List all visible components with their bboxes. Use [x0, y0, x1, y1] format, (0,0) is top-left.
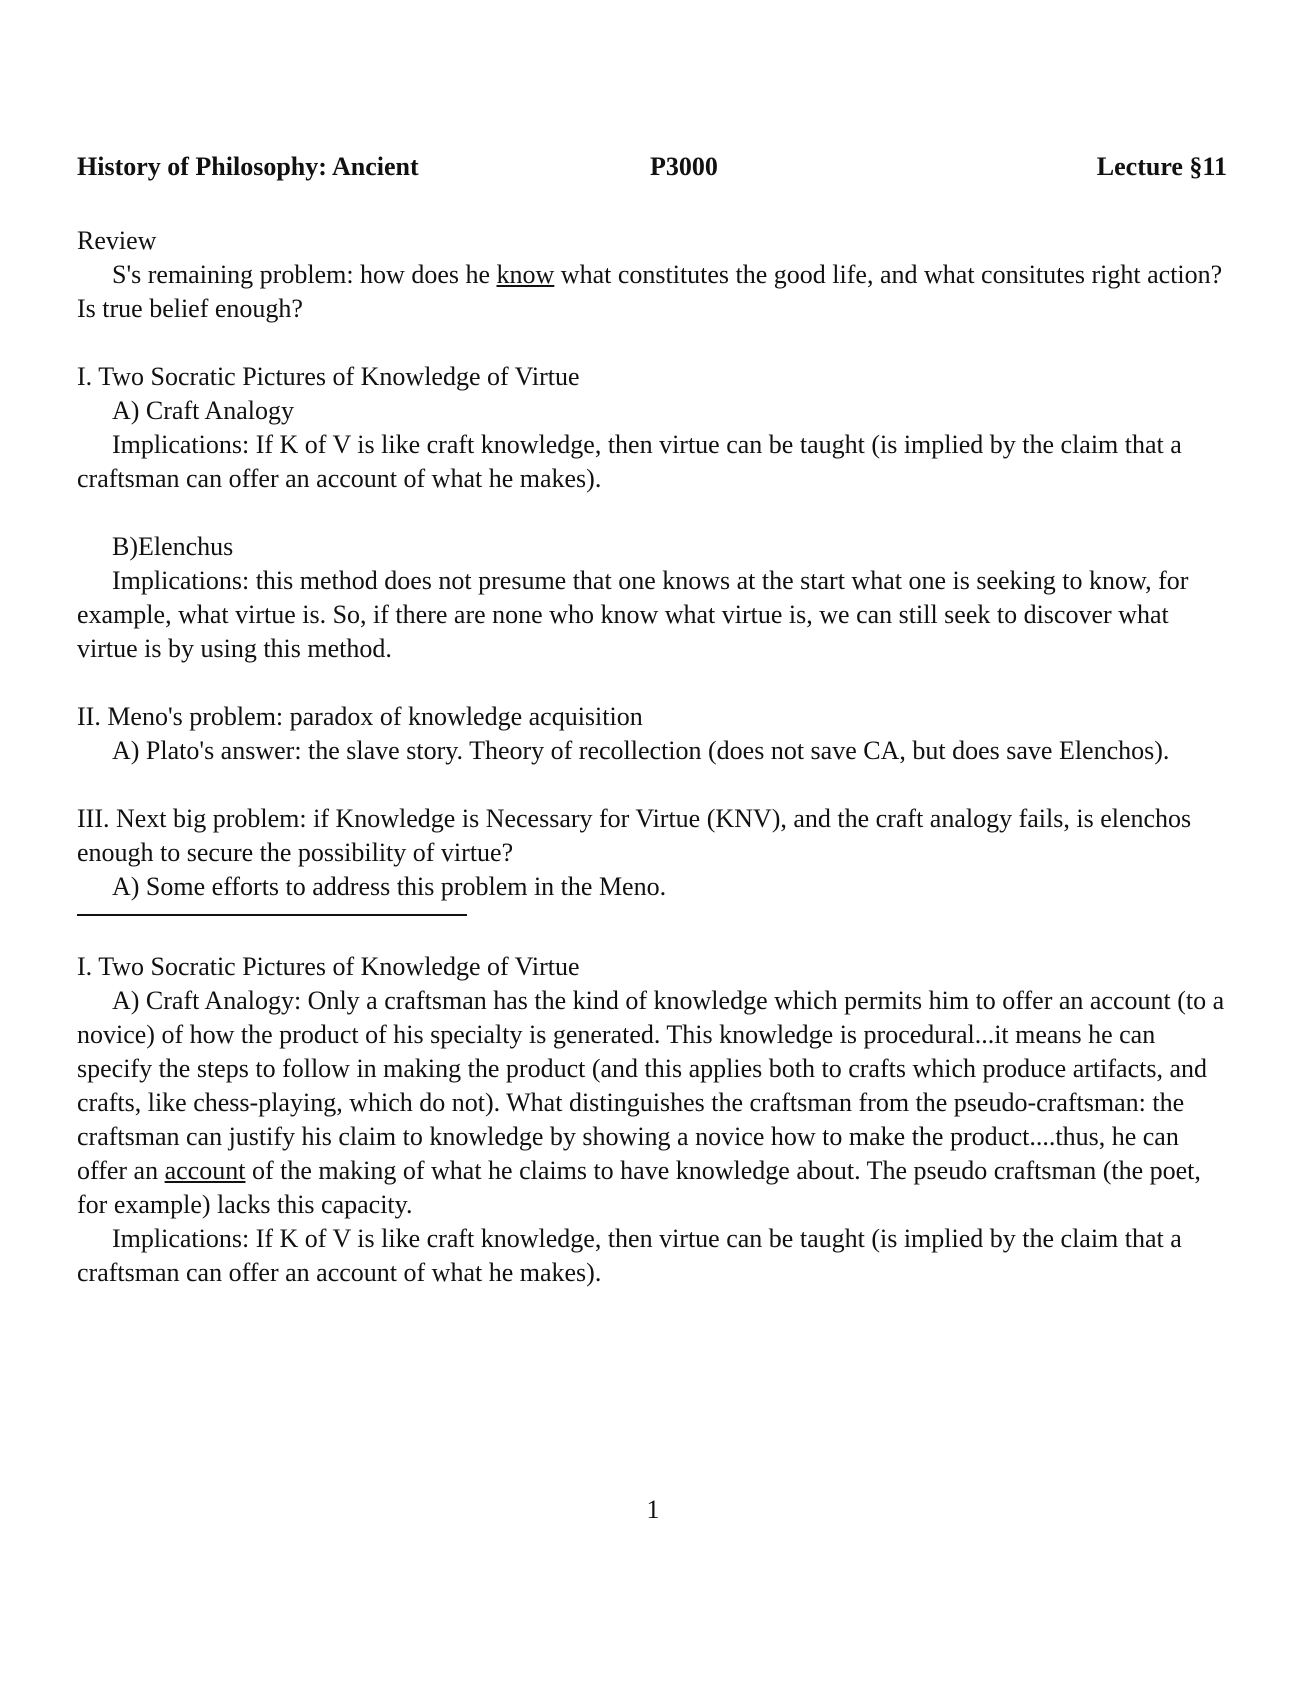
review-heading: Review: [77, 226, 157, 255]
detail-heading: I. Two Socratic Pictures of Knowledge of Virtue: [77, 952, 580, 981]
spacer: [77, 666, 1227, 700]
document-body: [77, 224, 1227, 1290]
review-underlined-word: know: [496, 260, 555, 289]
section-2-heading: II. Meno's problem: paradox of knowledge acquisition: [77, 702, 643, 731]
craft-analogy-label: A) Craft Analogy: [112, 396, 294, 425]
spacer: [77, 916, 1227, 950]
section-1-heading: I. Two Socratic Pictures of Knowledge of Virtue: [77, 362, 580, 391]
detail-section: [77, 950, 1227, 1290]
course-title: History of Philosophy: Ancient: [77, 152, 419, 181]
detail-implications: Implications: If K of V is like craft knowledge, then virtue can be taught (is implied by the claim that a craftsman can offer an account of what he makes).: [77, 1224, 1182, 1287]
meno-efforts: A) Some efforts to address this problem in the Meno.: [112, 872, 667, 901]
page-number: 1: [646, 1495, 660, 1524]
outline-section-3: [77, 802, 1227, 904]
review-section: [77, 224, 1227, 326]
review-text-after: what constitutes the good life, and what consitutes right action? Is true belief enough?: [77, 260, 1223, 323]
section-3-heading: III. Next big problem: if Knowledge is Necessary for Virtue (KNV), and the craft analogy fails, is elenchos enough to secure the possibility of virtue?: [77, 804, 1192, 867]
platos-answer: A) Plato's answer: the slave story. Theory of recollection (does not save CA, but does save Elenchos).: [112, 736, 1170, 765]
elenchus-label: B)Elenchus: [112, 532, 234, 561]
page-header: [77, 150, 1227, 186]
outline-section-2: [77, 700, 1227, 768]
spacer: [77, 326, 1227, 360]
elenchus-implications: Implications: this method does not presume that one knows at the start what one is seeking to know, for example, what virtue is. So, if there are none who know what virtue is, we can still seek to discover what virtue is by using this method.: [77, 566, 1189, 663]
craft-detail-underlined-word: account: [164, 1156, 246, 1185]
craft-analogy-detail: [77, 984, 1227, 1222]
spacer: [77, 768, 1227, 802]
review-paragraph: [77, 258, 1227, 326]
outline-section-1: [77, 360, 1227, 666]
review-text-before: S's remaining problem: how does he: [112, 260, 497, 289]
craft-detail-text-before: A) Craft Analogy: Only a craftsman has the kind of knowledge which permits him to offer an account (to a novice) of how the product of his specialty is generated. This knowledge is procedural...it means he can specify the steps to follow in making the product (and this applies both to crafts which produce artifacts, and crafts, like chess-playing, which do not). What distinguishes the craftsman from the pseudo-craftsman: the craftsman can justify his claim to knowledge by showing a novice how to make the product....thus, he can offer an: [77, 986, 1225, 1185]
lecture-number: Lecture §11: [1096, 152, 1227, 181]
craft-analogy-implications: Implications: If K of V is like craft knowledge, then virtue can be taught (is implied by the claim that a craftsman can offer an account of what he makes).: [77, 430, 1182, 493]
course-code: P3000: [650, 152, 718, 181]
spacer: [77, 496, 1227, 530]
craft-detail-text-after: of the making of what he claims to have knowledge about. The pseudo craftsman (the poet, for example) lacks this capacity.: [77, 1156, 1201, 1219]
